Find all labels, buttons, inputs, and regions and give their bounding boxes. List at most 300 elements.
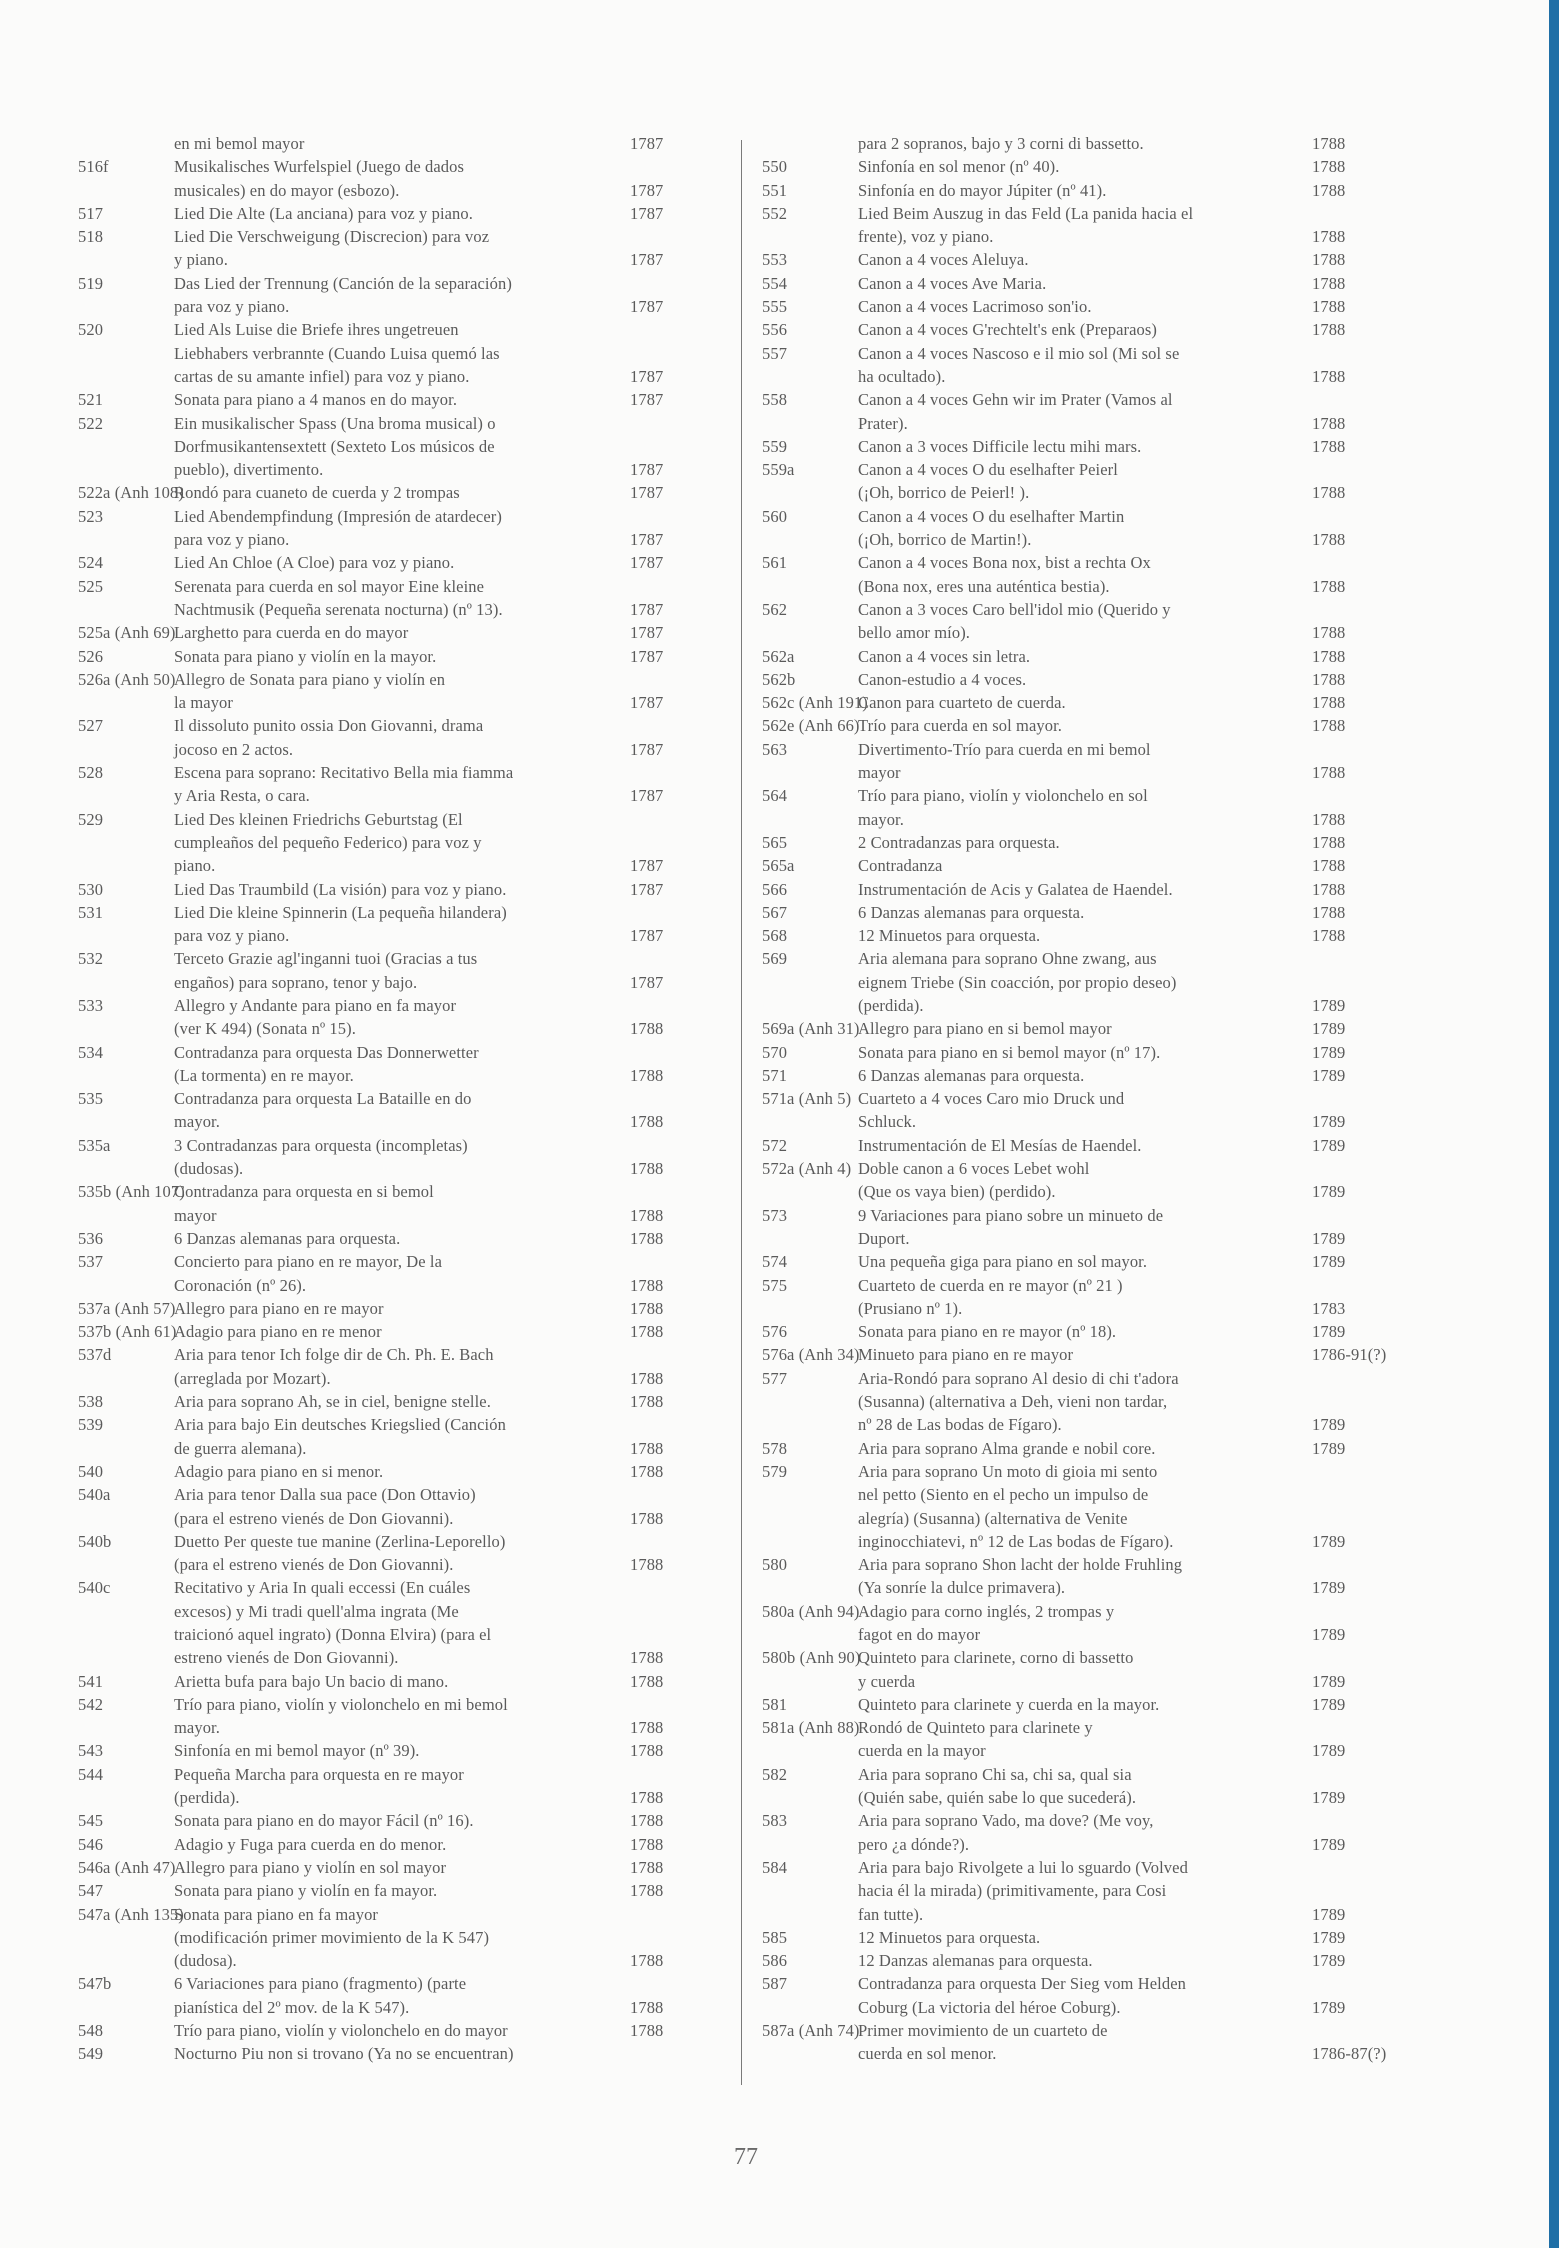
catalog-number: 550: [762, 157, 788, 177]
composition-year: 1787: [630, 739, 664, 759]
composition-year: 1788: [630, 1508, 664, 1528]
catalog-entry: [78, 505, 688, 552]
composition-year: 1788: [630, 1368, 664, 1388]
composition-year: 1788: [630, 1065, 664, 1085]
work-description: [762, 388, 1258, 435]
description-line: Canon a 4 voces Nascoso e il mio sol (Mi sol se: [858, 343, 1180, 363]
catalog-number: 559: [762, 436, 788, 456]
catalog-number: 547b: [78, 1974, 112, 1994]
catalog-number: 572: [762, 1135, 788, 1155]
catalog-entry: [762, 1646, 1362, 1693]
composition-year: 1788: [630, 1834, 664, 1854]
description-line: Dorfmusikantensextett (Sexteto Los músicos de: [174, 436, 495, 456]
catalog-number: 560: [762, 506, 788, 526]
catalog-number: 531: [78, 902, 104, 922]
work-description: [762, 1437, 1258, 1460]
catalog-number: 556: [762, 320, 788, 340]
catalog-entry: [78, 668, 688, 715]
description-line: Lied Das Traumbild (La visión) para voz y piano.: [174, 879, 507, 899]
description-line: Canon a 4 voces sin letra.: [858, 646, 1031, 666]
catalog-entry: [78, 808, 688, 878]
catalog-entry: [78, 272, 688, 319]
work-description: [762, 1041, 1258, 1064]
description-line: Doble canon a 6 voces Lebet wohl: [858, 1159, 1090, 1179]
description-line: (Que os vaya bien) (perdido).: [858, 1182, 1056, 1202]
work-description: [762, 1064, 1258, 1087]
description-line: Canon a 4 voces Lacrimoso son'io.: [858, 297, 1092, 317]
catalog-number: 519: [78, 273, 104, 293]
catalog-number: 581: [762, 1694, 788, 1714]
catalog-entry: [762, 1600, 1362, 1647]
description-line: Aria-Rondó para soprano Al desio di chi t'adora: [858, 1368, 1179, 1388]
description-line: Allegro de Sonata para piano y violín en: [174, 669, 446, 689]
description-line: nº 28 de Las bodas de Fígaro).: [858, 1415, 1062, 1435]
catalog-entry: [78, 1180, 688, 1227]
catalog-entry: [762, 318, 1362, 341]
description-line: Canon a 4 voces Bona nox, bist a rechta Ox: [858, 553, 1151, 573]
catalog-entry: [78, 202, 688, 225]
composition-year: 1788: [1312, 273, 1346, 293]
catalog-entry: [78, 1576, 688, 1669]
composition-year: 1788: [630, 1112, 664, 1132]
catalog-number: 537b (Anh 61): [78, 1322, 177, 1342]
composition-year: 1788: [630, 1555, 664, 1575]
catalog-entry: [78, 994, 688, 1041]
composition-year: 1788: [1312, 250, 1346, 270]
catalog-entry: [78, 2019, 688, 2042]
composition-year: 1787: [630, 180, 664, 200]
catalog-number: 565a: [762, 856, 795, 876]
description-line: (La tormenta) en re mayor.: [174, 1065, 354, 1085]
composition-year: 1788: [630, 1392, 664, 1412]
catalog-entry: [762, 1972, 1362, 2019]
work-description: [762, 155, 1258, 178]
catalog-entry: [78, 1809, 688, 1832]
description-line: 6 Danzas alemanas para orquesta.: [174, 1228, 401, 1248]
composition-year: 1788: [630, 1881, 664, 1901]
composition-year: 1787: [630, 972, 664, 992]
work-description: [762, 202, 1258, 249]
composition-year: 1787: [630, 483, 664, 503]
composition-year: 1789: [1312, 1834, 1346, 1854]
description-line: Lied Beim Auszug in das Feld (La panida hacia el: [858, 203, 1194, 223]
description-line: Duport.: [858, 1228, 910, 1248]
description-line: Lied Als Luise die Briefe ihres ungetreuen: [174, 320, 459, 340]
catalog-entry: [78, 1134, 688, 1181]
description-line: 2 Contradanzas para orquesta.: [858, 832, 1060, 852]
catalog-column-left: [78, 132, 688, 2066]
description-line: Trío para piano, violín y violonchelo en sol: [858, 786, 1148, 806]
catalog-entry: [78, 575, 688, 622]
catalog-entry: [762, 1763, 1362, 1810]
composition-year: 1788: [630, 1298, 664, 1318]
catalog-number: 549: [78, 2044, 104, 2064]
catalog-number: 520: [78, 320, 104, 340]
description-line: jocoso en 2 actos.: [174, 739, 294, 759]
composition-year: 1788: [1312, 157, 1346, 177]
composition-year: 1788: [1312, 856, 1346, 876]
catalog-entry: [762, 714, 1362, 737]
composition-year: 1789: [1312, 1252, 1346, 1272]
catalog-number: 537a (Anh 57): [78, 1298, 176, 1318]
description-line: Adagio para piano en si menor.: [174, 1461, 384, 1481]
catalog-number: 522: [78, 413, 104, 433]
description-line: Arietta bufa para bajo Un bacio di mano.: [174, 1671, 449, 1691]
composition-year: 1787: [630, 553, 664, 573]
composition-year: 1788: [630, 1997, 664, 2017]
catalog-entry: [762, 738, 1362, 785]
description-line: (perdida).: [858, 995, 924, 1015]
description-line: Allegro para piano en si bemol mayor: [858, 1019, 1112, 1039]
catalog-number: 545: [78, 1811, 104, 1831]
catalog-number: 576a (Anh 34): [762, 1345, 860, 1365]
catalog-entry: [762, 179, 1362, 202]
description-line: Allegro y Andante para piano en fa mayor: [174, 995, 457, 1015]
catalog-number: 518: [78, 227, 104, 247]
catalog-entry: [78, 645, 688, 668]
catalog-number: 540b: [78, 1531, 112, 1551]
catalog-entry: [762, 1320, 1362, 1343]
composition-year: 1788: [630, 1671, 664, 1691]
work-description: [78, 575, 594, 622]
description-line: 6 Variaciones para piano (fragmento) (parte: [174, 1974, 467, 1994]
description-line: Duetto Per queste tue manine (Zerlina-Leporello): [174, 1531, 506, 1551]
catalog-entry: [762, 272, 1362, 295]
description-line: mayor: [858, 763, 901, 783]
description-line: mayor: [174, 1205, 217, 1225]
composition-year: 1789: [1312, 1135, 1346, 1155]
catalog-entry: [762, 155, 1362, 178]
composition-year: 1789: [1312, 1019, 1346, 1039]
catalog-number: 571a (Anh 5): [762, 1089, 852, 1109]
catalog-entry: [78, 1390, 688, 1413]
catalog-entry: [78, 1227, 688, 1250]
catalog-entry: [762, 1250, 1362, 1273]
work-description: [78, 947, 594, 994]
work-description: [762, 435, 1258, 458]
work-description: [78, 1483, 594, 1530]
composition-year: 1788: [1312, 180, 1346, 200]
work-description: [762, 295, 1258, 318]
description-line: excesos) y Mi tradi quell'alma ingrata (Me: [174, 1601, 459, 1621]
description-line: (dudosas).: [174, 1159, 244, 1179]
description-line: Sonata para piano en do mayor Fácil (nº 16).: [174, 1811, 474, 1831]
work-description: [762, 1949, 1258, 1972]
catalog-number: 575: [762, 1275, 788, 1295]
description-line: Recitativo y Aria In quali eccessi (En cuáles: [174, 1578, 471, 1598]
catalog-entry: [762, 1553, 1362, 1600]
description-line: de guerra alemana).: [174, 1438, 307, 1458]
catalog-number: 538: [78, 1392, 104, 1412]
work-description: [762, 248, 1258, 271]
catalog-column-right: [762, 132, 1387, 2066]
catalog-number: 577: [762, 1368, 788, 1388]
catalog-entry: [762, 924, 1362, 947]
description-line: Aria para soprano Shon lacht der holde Fruhling: [858, 1555, 1183, 1575]
catalog-entry: [762, 202, 1362, 249]
catalog-number: 587a (Anh 74): [762, 2021, 860, 2041]
catalog-number: 568: [762, 926, 788, 946]
composition-year: 1788: [630, 1811, 664, 1831]
description-line: cuerda en sol menor.: [858, 2044, 997, 2064]
work-description: [78, 1670, 594, 1693]
composition-year: 1788: [630, 1951, 664, 1971]
description-line: Sonata para piano y violín en fa mayor.: [174, 1881, 438, 1901]
catalog-entry: [762, 1809, 1362, 1856]
catalog-number: 580a (Anh 94): [762, 1601, 860, 1621]
description-line: Canon a 3 voces Difficile lectu mihi mars.: [858, 436, 1142, 456]
composition-year: 1788: [1312, 623, 1346, 643]
work-description: [78, 1576, 594, 1669]
work-description: [78, 132, 594, 155]
catalog-entry: [762, 551, 1362, 598]
catalog-number: 525: [78, 576, 104, 596]
catalog-number: 546: [78, 1834, 104, 1854]
description-line: Canon a 4 voces Ave Maria.: [858, 273, 1047, 293]
catalog-entry: [78, 318, 688, 388]
description-line: y cuerda: [858, 1671, 916, 1691]
description-line: Aria para tenor Dalla sua pace (Don Ottavio): [174, 1485, 476, 1505]
work-description: [78, 551, 594, 574]
catalog-number: 569a (Anh 31): [762, 1019, 860, 1039]
composition-year: 1788: [1312, 646, 1346, 666]
description-line: cuerda en la mayor: [858, 1741, 986, 1761]
catalog-entry: [78, 388, 688, 411]
catalog-entry: [762, 1856, 1362, 1926]
composition-year: 1788: [1312, 134, 1346, 153]
catalog-number: 579: [762, 1461, 788, 1481]
composition-year: 1788: [1312, 530, 1346, 550]
catalog-entry: [78, 714, 688, 761]
description-line: Musikalisches Wurfelspiel (Juego de dados: [174, 157, 464, 177]
work-description: [762, 551, 1258, 598]
work-description: [762, 598, 1258, 645]
work-description: [762, 1763, 1258, 1810]
description-line: Escena para soprano: Recitativo Bella mia fiamma: [174, 763, 514, 783]
catalog-number: 524: [78, 553, 104, 573]
catalog-entry: [762, 1716, 1362, 1763]
work-description: [78, 1972, 594, 2019]
description-line: eignem Triebe (Sin coacción, por propio deseo): [858, 972, 1177, 992]
composition-year: 1789: [1312, 1625, 1346, 1644]
catalog-number: 529: [78, 809, 104, 829]
description-line: Lied Abendempfindung (Impresión de atardecer): [174, 506, 502, 526]
description-line: para 2 sopranos, bajo y 3 corni di bassetto.: [858, 134, 1144, 153]
catalog-entry: [762, 668, 1362, 691]
catalog-number: 537: [78, 1252, 104, 1272]
description-line: Divertimento-Trío para cuerda en mi bemol: [858, 739, 1151, 759]
catalog-number: 544: [78, 1764, 104, 1784]
composition-year: 1787: [630, 879, 664, 899]
description-line: Aria alemana para soprano Ohne zwang, aus: [858, 949, 1157, 969]
description-line: Contradanza para orquesta La Bataille en do: [174, 1089, 472, 1109]
catalog-number: 554: [762, 273, 788, 293]
composition-year: 1787: [630, 203, 664, 223]
composition-year: 1789: [1312, 1951, 1346, 1971]
description-line: Instrumentación de Acis y Galatea de Haendel.: [858, 879, 1173, 899]
work-description: [78, 505, 594, 552]
catalog-number: 564: [762, 786, 788, 806]
composition-year: 1787: [630, 460, 664, 480]
description-line: Trío para piano, violín y violonchelo en mi bemol: [174, 1694, 508, 1714]
catalog-number: 561: [762, 553, 788, 573]
work-description: [78, 808, 594, 878]
work-description: [762, 878, 1258, 901]
catalog-number: 543: [78, 1741, 104, 1761]
catalog-entry: [78, 901, 688, 948]
composition-year: 1788: [630, 2021, 664, 2041]
description-line: Sonata para piano y violín en la mayor.: [174, 646, 437, 666]
description-line: Quinteto para clarinete, corno di bassetto: [858, 1648, 1134, 1668]
composition-year: 1788: [630, 1019, 664, 1039]
description-line: Canon a 3 voces Caro bell'idol mio (Querido y: [858, 599, 1171, 619]
catalog-entry: [762, 1437, 1362, 1460]
description-line: Adagio para corno inglés, 2 trompas y: [858, 1601, 1115, 1621]
description-line: Canon-estudio a 4 voces.: [858, 669, 1027, 689]
description-line: ha ocultado).: [858, 366, 946, 386]
catalog-number: 535b (Anh 107): [78, 1182, 185, 1202]
composition-year: 1789: [1312, 1112, 1346, 1132]
work-description: [762, 1553, 1258, 1600]
composition-year: 1788: [1312, 926, 1346, 946]
catalog-number: 536: [78, 1228, 104, 1248]
work-description: [78, 1134, 594, 1181]
description-line: 9 Variaciones para piano sobre un minueto de: [858, 1205, 1164, 1225]
description-line: Aria para soprano Alma grande e nobil core.: [858, 1438, 1156, 1458]
catalog-entry: [762, 505, 1362, 552]
catalog-number: 523: [78, 506, 104, 526]
composition-year: 1789: [1312, 1788, 1346, 1808]
composition-year: 1789: [1312, 1182, 1346, 1202]
description-line: Nachtmusik (Pequeña serenata nocturna) (nº 13).: [174, 599, 503, 619]
composition-year: 1788: [1312, 483, 1346, 503]
catalog-entry: [78, 132, 688, 155]
work-description: [78, 901, 594, 948]
work-description: [78, 1460, 594, 1483]
catalog-entry: [78, 1041, 688, 1088]
description-line: Adagio para piano en re menor: [174, 1322, 382, 1342]
composition-year: 1788: [630, 1205, 664, 1225]
catalog-entry: [78, 1483, 688, 1530]
catalog-entry: [78, 621, 688, 644]
composition-year: 1788: [1312, 809, 1346, 829]
catalog-entry: [762, 1157, 1362, 1204]
catalog-number: 557: [762, 343, 788, 363]
composition-year: 1788: [630, 1438, 664, 1458]
catalog-entry: [78, 1833, 688, 1856]
catalog-number: 584: [762, 1857, 788, 1877]
work-description: [762, 1204, 1258, 1251]
catalog-number: 527: [78, 716, 104, 736]
composition-year: 1789: [1312, 1415, 1346, 1435]
catalog-entry: [762, 1017, 1362, 1040]
work-description: [762, 505, 1258, 552]
description-line: Sinfonía en sol menor (nº 40).: [858, 157, 1060, 177]
description-line: (arreglada por Mozart).: [174, 1368, 331, 1388]
catalog-number: 565: [762, 832, 788, 852]
catalog-entry: [762, 295, 1362, 318]
description-line: Aria para tenor Ich folge dir de Ch. Ph. E. Bach: [174, 1345, 494, 1365]
description-line: Larghetto para cuerda en do mayor: [174, 623, 409, 643]
work-description: [762, 1367, 1258, 1437]
composition-year: 1787: [630, 786, 664, 806]
description-line: traicionó aquel ingrato) (Donna Elvira) (para el: [174, 1625, 492, 1644]
catalog-entry: [78, 1670, 688, 1693]
catalog-entry: [762, 598, 1362, 645]
description-line: (ver K 494) (Sonata nº 15).: [174, 1019, 356, 1039]
composition-year: 1788: [1312, 669, 1346, 689]
catalog-number: 528: [78, 763, 104, 783]
description-line: Adagio y Fuga para cuerda en do menor.: [174, 1834, 447, 1854]
catalog-entry: [78, 947, 688, 994]
catalog-number: 537d: [78, 1345, 112, 1365]
work-description: [762, 1134, 1258, 1157]
description-line: fan tutte).: [858, 1904, 924, 1924]
composition-year: 1789: [1312, 1927, 1346, 1947]
catalog-number: 582: [762, 1764, 788, 1784]
catalog-entry: [762, 1343, 1387, 1366]
composition-year: 1788: [1312, 227, 1346, 247]
catalog-entry: [78, 1763, 688, 1810]
description-line: Lied Die Verschweigung (Discrecion) para voz: [174, 227, 490, 247]
composition-year: 1788: [1312, 436, 1346, 456]
work-description: [78, 878, 594, 901]
catalog-number: 551: [762, 180, 788, 200]
work-description: [78, 1041, 594, 1088]
composition-year: 1788: [1312, 320, 1346, 340]
catalog-number: 526: [78, 646, 104, 666]
description-line: mayor.: [858, 809, 904, 829]
work-description: [762, 738, 1258, 785]
description-line: Canon a 4 voces G'rechtelt's enk (Preparaos): [858, 320, 1157, 340]
work-description: [78, 1833, 594, 1856]
description-line: la mayor: [174, 693, 233, 713]
description-line: (para el estreno vienés de Don Giovanni).: [174, 1555, 454, 1575]
catalog-number: 572a (Anh 4): [762, 1159, 852, 1179]
work-description: [78, 1343, 594, 1390]
catalog-number: 521: [78, 390, 104, 410]
catalog-entry: [78, 1087, 688, 1134]
description-line: Cuarteto de cuerda en re mayor (nº 21 ): [858, 1275, 1123, 1295]
catalog-number: 569: [762, 949, 788, 969]
description-line: hacia él la mirada) (primitivamente, para Cosi: [858, 1881, 1167, 1901]
description-line: Primer movimiento de un cuarteto de: [858, 2021, 1108, 2041]
work-description: [762, 924, 1258, 947]
description-line: 3 Contradanzas para orquesta (incompletas): [174, 1135, 468, 1155]
description-line: Coburg (La victoria del héroe Coburg).: [858, 1997, 1121, 2017]
catalog-number: 559a: [762, 460, 795, 480]
description-line: Aria para bajo Ein deutsches Kriegslied (Canción: [174, 1415, 506, 1435]
description-line: Sonata para piano a 4 manos en do mayor.: [174, 390, 458, 410]
work-description: [78, 714, 594, 761]
composition-year: 1787: [630, 856, 664, 876]
description-line: (perdida).: [174, 1788, 240, 1808]
description-line: piano.: [174, 856, 216, 876]
composition-year: 1789: [1312, 1578, 1346, 1598]
catalog-entry: [78, 481, 688, 504]
catalog-entry: [78, 1413, 688, 1460]
catalog-entry: [762, 132, 1362, 155]
work-description: [78, 761, 594, 808]
description-line: pianística del 2º mov. de la K 547).: [174, 1997, 410, 2017]
work-description: [762, 132, 1258, 155]
composition-year: 1783: [1312, 1298, 1346, 1318]
catalog-entry: [78, 1903, 688, 1973]
composition-year: 1788: [630, 1648, 664, 1668]
description-line: mayor.: [174, 1718, 220, 1738]
catalog-entry: [78, 1879, 688, 1902]
catalog-entry: [762, 1134, 1362, 1157]
